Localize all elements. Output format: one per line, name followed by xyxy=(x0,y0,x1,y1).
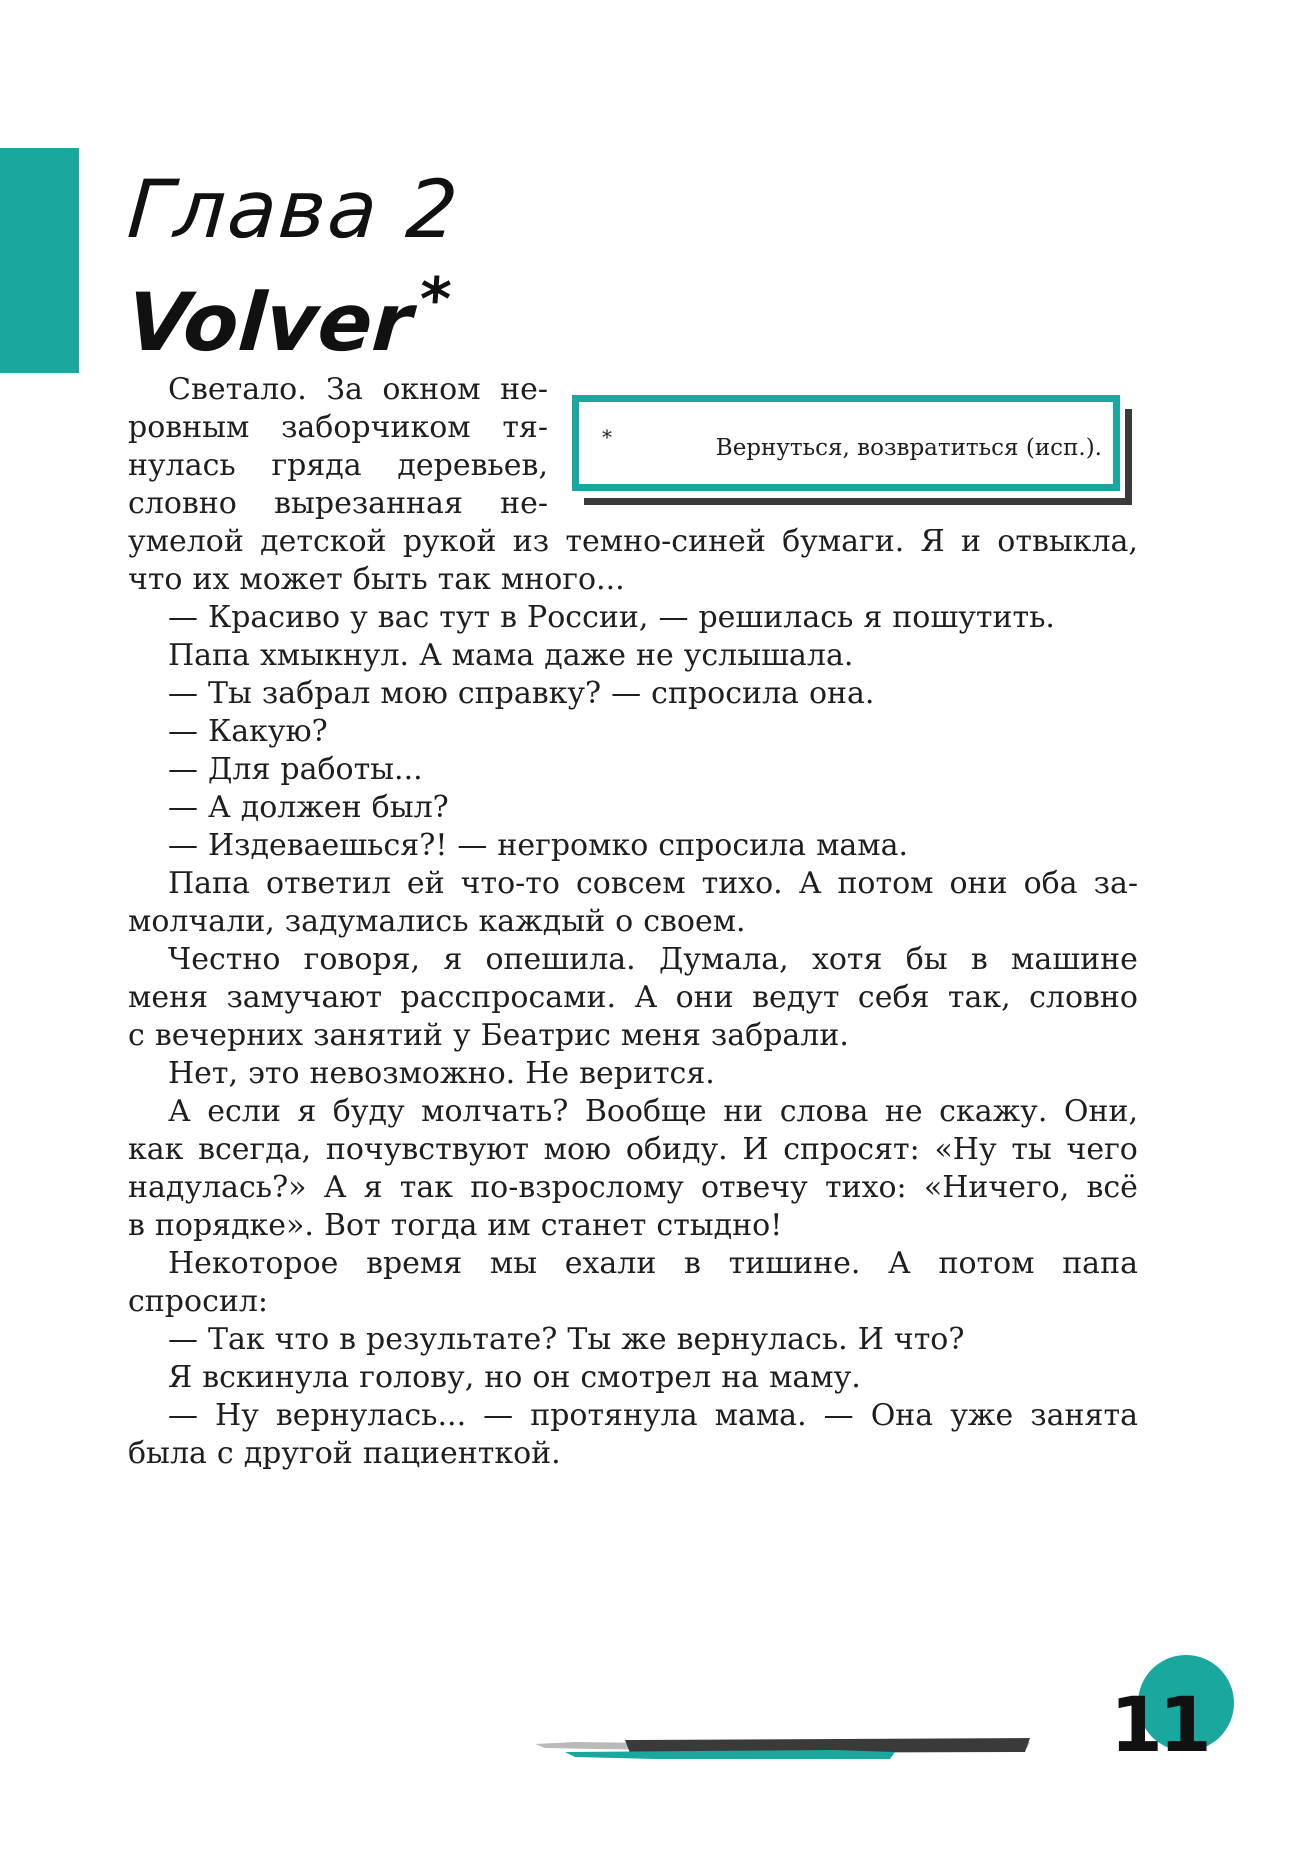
word: Папа xyxy=(168,866,250,901)
word: Ты xyxy=(208,676,252,711)
word: говоря, xyxy=(303,942,421,977)
word: деревьев, xyxy=(397,448,548,483)
word: но xyxy=(484,1360,523,1395)
word: у xyxy=(452,1018,471,1053)
word: порядке». xyxy=(154,1208,314,1243)
word: так xyxy=(437,562,491,597)
word: хмыкнул. xyxy=(259,638,410,673)
word: папа xyxy=(1062,1246,1138,1281)
word: им xyxy=(487,1208,531,1243)
word: тя- xyxy=(502,410,548,445)
word: смотрел xyxy=(580,1360,712,1395)
word: — xyxy=(457,828,488,863)
word: — xyxy=(658,600,689,635)
word: Она xyxy=(870,1398,934,1433)
word: Некоторое xyxy=(168,1246,339,1281)
word: — xyxy=(168,752,198,787)
brush-stroke-decoration xyxy=(535,1732,1030,1762)
word: у xyxy=(350,600,368,635)
word: верится. xyxy=(579,1056,715,1091)
word: так xyxy=(399,1170,453,1205)
word: ей xyxy=(406,866,445,901)
word: А xyxy=(798,866,822,901)
word: себя xyxy=(857,980,930,1015)
word: словно xyxy=(1029,980,1138,1015)
word: скажу. xyxy=(939,1094,1048,1129)
word: За xyxy=(326,372,363,407)
word: потом xyxy=(938,1246,1035,1281)
word: своем. xyxy=(643,904,746,939)
word: отвыкла, xyxy=(997,524,1138,559)
word: мою xyxy=(543,1132,612,1167)
word: Думала, xyxy=(658,942,789,977)
word: из xyxy=(512,524,550,559)
word: их xyxy=(192,562,230,597)
word: был? xyxy=(371,790,449,825)
word: за- xyxy=(1093,866,1138,901)
word: А xyxy=(168,1094,191,1129)
word: ехали xyxy=(564,1246,657,1281)
word: слова xyxy=(779,1094,869,1129)
word: замучают xyxy=(226,980,383,1015)
word: обиду. xyxy=(625,1132,728,1167)
word: они xyxy=(675,980,734,1015)
word: — xyxy=(168,676,198,711)
word: гряда xyxy=(271,448,362,483)
word: я xyxy=(443,942,463,977)
word: не xyxy=(884,1094,923,1129)
word: расспросами. xyxy=(400,980,617,1015)
word: занятий xyxy=(313,1018,443,1053)
word: — xyxy=(483,1398,514,1433)
word: в xyxy=(970,942,988,977)
word: отвечу xyxy=(701,1170,808,1205)
word: и xyxy=(961,524,982,559)
word: мама. xyxy=(714,1398,807,1433)
word: темно-синей xyxy=(565,524,766,559)
word: ровным xyxy=(128,410,250,445)
word: много... xyxy=(500,562,625,597)
word: забрал xyxy=(261,676,371,711)
word: была xyxy=(128,1436,207,1471)
word: она. xyxy=(808,676,875,711)
word: мама xyxy=(451,638,535,673)
word: спросят: xyxy=(783,1132,920,1167)
word: А xyxy=(323,1170,347,1205)
word: бы xyxy=(905,942,948,977)
chapter-label: Глава 2 xyxy=(124,163,463,256)
word: Вот xyxy=(323,1208,381,1243)
word: — xyxy=(611,676,642,711)
word: опешила. xyxy=(485,942,636,977)
word: надулась?» xyxy=(128,1170,307,1205)
word: Какую? xyxy=(208,714,328,749)
word: как xyxy=(128,1132,184,1167)
word: «Ну xyxy=(934,1132,997,1167)
word: — xyxy=(168,1398,198,1433)
word: так, xyxy=(947,980,1011,1015)
word: услышала. xyxy=(683,638,854,673)
word: машине xyxy=(1011,942,1138,977)
word: меня xyxy=(620,1018,701,1053)
word: словно xyxy=(128,486,237,521)
word: мы xyxy=(489,1246,538,1281)
word: тут xyxy=(439,600,491,635)
word: я xyxy=(363,1170,383,1205)
word: вернулась. xyxy=(676,1322,848,1357)
word: каждый xyxy=(478,904,606,939)
word: молчали, xyxy=(128,904,275,939)
word: пошутить. xyxy=(892,600,1055,635)
word: буду xyxy=(332,1094,405,1129)
word: всегда, xyxy=(198,1132,312,1167)
word: тихо: xyxy=(824,1170,907,1205)
word: хотя xyxy=(811,942,883,977)
word: заборчиком xyxy=(281,410,471,445)
word: в xyxy=(684,1246,701,1281)
word: Беатрис xyxy=(480,1018,611,1053)
word: вернулась... xyxy=(275,1398,467,1433)
word: другой xyxy=(243,1436,353,1471)
word: детской xyxy=(260,524,387,559)
word: Светало. xyxy=(168,372,307,407)
word: что? xyxy=(893,1322,965,1357)
word: тогда xyxy=(390,1208,478,1243)
word: с xyxy=(216,1436,234,1471)
word: что xyxy=(128,562,183,597)
text-line xyxy=(128,1432,1138,1476)
word: совсем xyxy=(575,866,686,901)
word: не- xyxy=(500,372,548,407)
word: спросила xyxy=(658,828,807,863)
word: ответил xyxy=(265,866,391,901)
word: вырезанная xyxy=(274,486,463,521)
word: негромко xyxy=(497,828,649,863)
word: спросила xyxy=(651,676,799,711)
word: Не xyxy=(525,1056,570,1091)
chapter-title-footnote-marker: * xyxy=(417,265,454,335)
word: Ты xyxy=(567,1322,612,1357)
chapter-title-text: Volver xyxy=(124,276,416,369)
word: быть xyxy=(352,562,428,597)
word: ни xyxy=(723,1094,764,1129)
word: справку? xyxy=(457,676,602,711)
word: ты xyxy=(1011,1132,1052,1167)
word: мама. xyxy=(816,828,909,863)
word: Красиво xyxy=(208,600,341,635)
word: Вообще xyxy=(584,1094,707,1129)
word: должен xyxy=(240,790,362,825)
page-number: 11 xyxy=(1110,1680,1208,1769)
word: пациенткой. xyxy=(362,1436,561,1471)
word: — xyxy=(168,600,198,635)
word: — xyxy=(168,1322,198,1357)
word: — xyxy=(168,790,198,825)
word: в xyxy=(500,600,518,635)
word: работы... xyxy=(280,752,423,787)
word: И xyxy=(742,1132,769,1167)
word: молчать? xyxy=(421,1094,569,1129)
word: если xyxy=(207,1094,281,1129)
word: результате? xyxy=(366,1322,558,1357)
word: может xyxy=(239,562,343,597)
word: А xyxy=(208,790,231,825)
chapter-title xyxy=(124,265,454,369)
word: вскинула xyxy=(202,1360,350,1395)
word: вечерних xyxy=(154,1018,304,1053)
word: — xyxy=(823,1398,854,1433)
word: России, xyxy=(527,600,649,635)
word: окном xyxy=(382,372,481,407)
word: это xyxy=(248,1056,300,1091)
word: Так xyxy=(208,1322,265,1357)
word: решилась xyxy=(698,600,854,635)
word: же xyxy=(621,1322,667,1357)
word: тишине. xyxy=(728,1246,861,1281)
word: время xyxy=(366,1246,463,1281)
word: даже xyxy=(544,638,626,673)
word: Ну xyxy=(215,1398,259,1433)
word: по-взрослому xyxy=(470,1170,684,1205)
word: в xyxy=(128,1208,145,1243)
word: они xyxy=(949,866,1008,901)
word: занята xyxy=(1030,1398,1138,1433)
word: уже xyxy=(950,1398,1014,1433)
word: он xyxy=(532,1360,571,1395)
word: ведут xyxy=(752,980,840,1015)
word: станет xyxy=(540,1208,647,1243)
word: в xyxy=(339,1322,357,1357)
word: А xyxy=(419,638,442,673)
word: умелой xyxy=(128,524,244,559)
word: потом xyxy=(837,866,934,901)
word: мою xyxy=(380,676,448,711)
word: меня xyxy=(128,980,209,1015)
word: бумаги. xyxy=(782,524,905,559)
word: — xyxy=(168,828,198,863)
word: А xyxy=(888,1246,911,1281)
word: что-то xyxy=(460,866,560,901)
word: на xyxy=(721,1360,760,1395)
word: И xyxy=(857,1322,884,1357)
word: протянула xyxy=(530,1398,698,1433)
word: тихо. xyxy=(701,866,783,901)
word: с xyxy=(128,1018,145,1053)
chapter-side-tab xyxy=(0,148,79,373)
footnote-marker: * xyxy=(602,425,612,449)
word: — xyxy=(168,714,198,749)
word: рукой xyxy=(402,524,497,559)
word: я xyxy=(297,1094,317,1129)
footnote-text: Вернуться, возвратиться (исп.). xyxy=(715,435,1102,461)
word: маму. xyxy=(769,1360,861,1395)
word: спросил: xyxy=(128,1284,269,1319)
word: Честно xyxy=(168,942,281,977)
word: «Ничего, xyxy=(923,1170,1070,1205)
word: оба xyxy=(1023,866,1078,901)
word: нулась xyxy=(128,448,236,483)
word: что xyxy=(274,1322,330,1357)
word: Я xyxy=(920,524,945,559)
word: всё xyxy=(1086,1170,1138,1205)
word: А xyxy=(634,980,658,1015)
word: забрали. xyxy=(710,1018,849,1053)
word: вас xyxy=(377,600,430,635)
word: задумались xyxy=(284,904,469,939)
word: не- xyxy=(500,486,548,521)
word: я xyxy=(863,600,883,635)
word: чего xyxy=(1066,1132,1138,1167)
word: невозможно. xyxy=(309,1056,516,1091)
word: почувствуют xyxy=(325,1132,529,1167)
word: Издеваешься?! xyxy=(208,828,448,863)
word: не xyxy=(635,638,674,673)
word: стыдно! xyxy=(656,1208,783,1243)
footnote-box xyxy=(572,395,1132,505)
word: Они, xyxy=(1063,1094,1138,1129)
word: голову, xyxy=(359,1360,475,1395)
word: Я xyxy=(168,1360,193,1395)
word: Папа xyxy=(168,638,250,673)
word: о xyxy=(615,904,634,939)
word: Нет, xyxy=(168,1056,239,1091)
word: Для xyxy=(208,752,271,787)
